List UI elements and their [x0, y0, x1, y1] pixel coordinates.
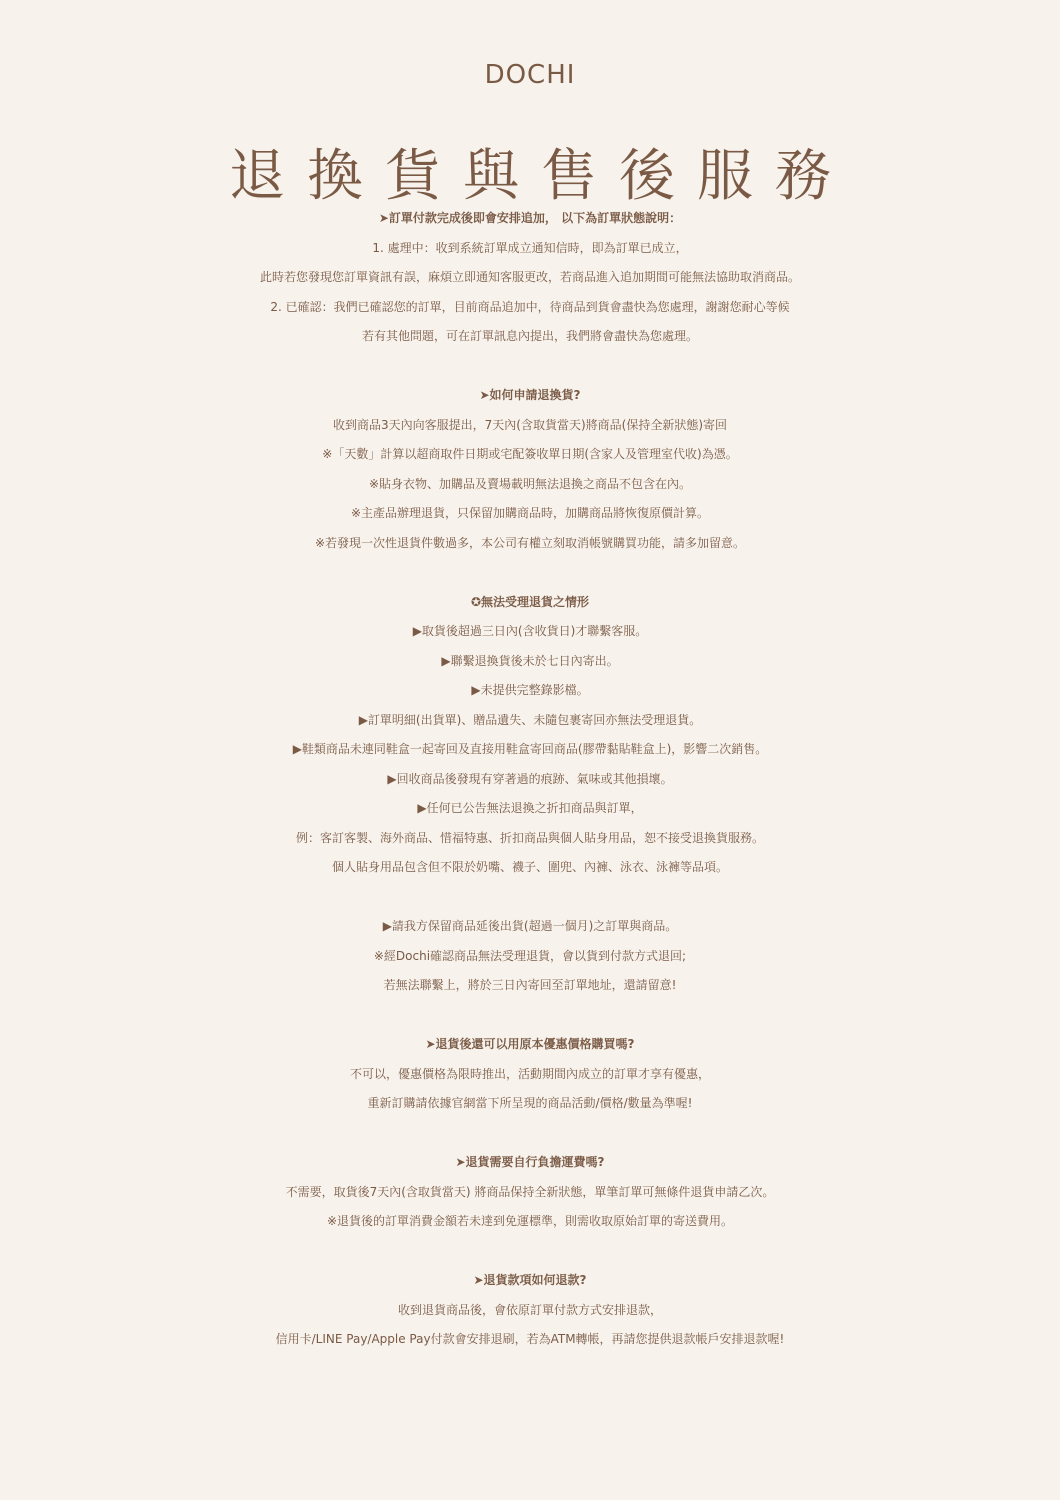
policy-line: 2. 已確認：我們已確認您的訂單，目前商品追加中，待商品到貨會盡快為您處理，謝謝您耐心等候	[270, 299, 790, 314]
policy-line: ※退貨後的訂單消費金額若未達到免運標準，則需收取原始訂單的寄送費用。	[326, 1214, 734, 1228]
policy-line: ※貼身衣物、加購品及賣場載明無法退換之商品不包含在內。	[368, 476, 692, 491]
policy-line: ※主產品辦理退貨，只保留加購商品時，加購商品將恢復原價計算。	[350, 506, 710, 520]
policy-line: ※「天數」計算以超商取件日期或宅配簽收單日期(含家人及管理室代收)為憑。	[322, 447, 738, 461]
policy-line: ▶任何已公告無法退換之折扣商品與訂單，	[417, 801, 643, 815]
policy-line: 收到商品3天內向客服提出，7天內(含取貨當天)將商品(保持全新狀態)寄回	[333, 417, 727, 432]
section-heading: ✪無法受理退貨之情形	[470, 594, 590, 609]
policy-line: 此時若您發現您訂單資訊有誤，麻煩立即通知客服更改，若商品進入追加期間可能無法協助取消商品。	[259, 270, 800, 284]
policy-line: 若無法聯繫上，將於三日內寄回至訂單地址，還請留意!	[383, 978, 677, 992]
policy-line: ▶請我方保留商品延後出貨(超過一個月)之訂單與商品。	[382, 919, 678, 933]
policy-line: 信用卡/LINE Pay/Apple Pay付款會安排退刷，若為ATM轉帳，再請您提供退款帳戶安排退款喔!	[275, 1332, 785, 1346]
section-heading: ➤退貨後還可以用原本優惠價格購買嗎?	[425, 1037, 635, 1051]
policy-line: ▶取貨後超過三日內(含收貨日)才聯繫客服。	[412, 624, 648, 638]
policy-body	[0, 204, 1060, 1355]
page-title: 退換貨與售後服務	[229, 143, 853, 209]
policy-line: ※經Dochi確認商品無法受理退貨，會以貨到付款方式退回;	[373, 948, 687, 963]
policy-line: ▶訂單明細(出貨單)、贈品遺失、未隨包裹寄回亦無法受理退貨。	[358, 712, 702, 727]
policy-line: 不需要，取貨後7天內(含取貨當天) 將商品保持全新狀態，單筆訂單可無條件退貨申請乙次。	[285, 1184, 775, 1199]
spacer	[0, 558, 1060, 588]
spacer	[0, 1001, 1060, 1031]
policy-line: 例：客訂客製、海外商品、惜福特惠、折扣商品與個人貼身用品，恕不接受退換貨服務。	[295, 830, 764, 845]
policy-line: 1. 處理中：收到系統訂單成立通知信時，即為訂單已成立，	[372, 240, 688, 255]
section-heading: ➤退貨需要自行負擔運費嗎?	[455, 1155, 605, 1169]
spacer	[0, 1237, 1060, 1267]
policy-line: 重新訂購請依據官網當下所呈現的商品活動/價格/數量為準喔!	[367, 1096, 693, 1110]
spacer	[0, 352, 1060, 382]
policy-line: 收到退貨商品後，會依原訂單付款方式安排退款，	[397, 1302, 662, 1317]
section-heading: ➤如何申請退換貨?	[479, 388, 581, 402]
spacer	[0, 883, 1060, 913]
policy-line: 若有其他問題，可在訂單訊息內提出，我們將會盡快為您處理。	[361, 329, 698, 343]
policy-line: ※若發現一次性退貨件數過多，本公司有權立刻取消帳號購買功能，請多加留意。	[314, 535, 746, 550]
policy-line: ▶聯繫退換貨後未於七日內寄出。	[441, 653, 619, 668]
section-heading: ➤訂單付款完成後即會安排追加， 以下為訂單狀態說明：	[378, 211, 682, 225]
policy-line: 不可以，優惠價格為限時推出，活動期間內成立的訂單才享有優惠，	[349, 1066, 710, 1081]
policy-line: ▶回收商品後發現有穿著過的痕跡、氣味或其他損壞。	[387, 771, 673, 786]
policy-line: 個人貼身用品包含但不限於奶嘴、襪子、圍兜、內褲、泳衣、泳褲等品項。	[331, 860, 728, 874]
brand-name: DOCHI	[484, 60, 576, 90]
section-heading: ➤退貨款項如何退款?	[473, 1273, 587, 1287]
spacer	[0, 1119, 1060, 1149]
policy-line: ▶鞋類商品未連同鞋盒一起寄回及直接用鞋盒寄回商品(膠帶黏貼鞋盒上)，影響二次銷售。	[292, 742, 768, 756]
policy-line: ▶未提供完整錄影檔。	[471, 683, 589, 697]
